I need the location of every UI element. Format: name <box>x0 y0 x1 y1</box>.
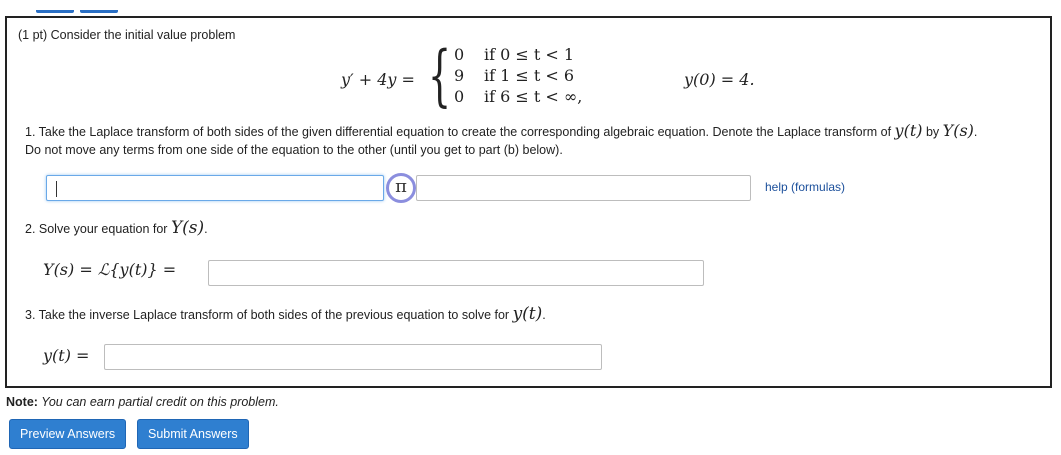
yt-equation-label: y(t) = <box>43 346 90 365</box>
by-text: by <box>922 125 943 139</box>
step-1-subtext: Do not move any terms from one side of the equation to the other (until you get to part (b) below). <box>25 143 563 157</box>
step-2-text: 2. Solve your equation for <box>25 222 171 236</box>
piecewise-cases <box>454 44 582 107</box>
period: . <box>542 308 546 322</box>
step-3-text: 3. Take the inverse Laplace transform of both sides of the previous equation to solve for <box>25 308 513 322</box>
case-value: 9 <box>454 66 465 85</box>
note-text: You can earn partial credit on this problem. <box>37 395 279 409</box>
step-3-instructions <box>25 304 546 324</box>
case-row <box>454 86 582 107</box>
help-formulas-link[interactable]: help (formulas) <box>765 180 846 194</box>
yt-answer-input[interactable] <box>104 344 602 370</box>
preview-answers-button[interactable]: Preview Answers <box>9 419 126 449</box>
note-label: Note: <box>6 395 38 409</box>
text-caret <box>56 181 57 197</box>
problem-container <box>5 16 1052 388</box>
pi-symbol-button[interactable]: π <box>386 173 416 203</box>
ode-lhs: y′ + 4y = <box>341 70 415 89</box>
tab-stub <box>36 10 74 13</box>
case-row <box>454 44 582 65</box>
case-value: 0 <box>454 45 465 64</box>
case-value: 0 <box>454 87 465 106</box>
case-condition: if 1 ≤ t < 6 <box>484 66 575 85</box>
Ys-answer-input[interactable] <box>208 260 704 286</box>
Y-of-s: Y(s) <box>170 218 205 238</box>
period: . <box>204 222 208 236</box>
laplace-rhs-input[interactable] <box>416 175 751 201</box>
period: . <box>973 125 978 139</box>
tab-stub <box>80 10 118 13</box>
laplace-lhs-input[interactable] <box>46 175 384 201</box>
step-1-text: 1. Take the Laplace transform of both sides of the given differential equation to create the corresponding algebraic equation. Denote the Laplace transform of <box>25 125 895 139</box>
step-2-instructions <box>25 218 208 238</box>
case-condition: if 0 ≤ t < 1 <box>484 45 575 64</box>
submit-answers-button[interactable]: Submit Answers <box>137 419 249 449</box>
case-row <box>454 65 582 86</box>
case-condition: if 6 ≤ t < ∞, <box>484 87 583 106</box>
step-1-instructions <box>25 122 1050 159</box>
problem-intro: (1 pt) Consider the initial value problem <box>18 28 236 42</box>
y-of-t: y(t) <box>894 121 923 140</box>
initial-condition: y(0) = 4. <box>684 70 755 89</box>
y-of-t: y(t) <box>512 304 543 324</box>
Ys-equation-label: Y(s) = ℒ{y(t)} = <box>43 260 177 279</box>
cases-brace: { <box>428 37 452 114</box>
partial-credit-note <box>6 395 279 409</box>
Y-of-s: Y(s) <box>942 121 974 140</box>
